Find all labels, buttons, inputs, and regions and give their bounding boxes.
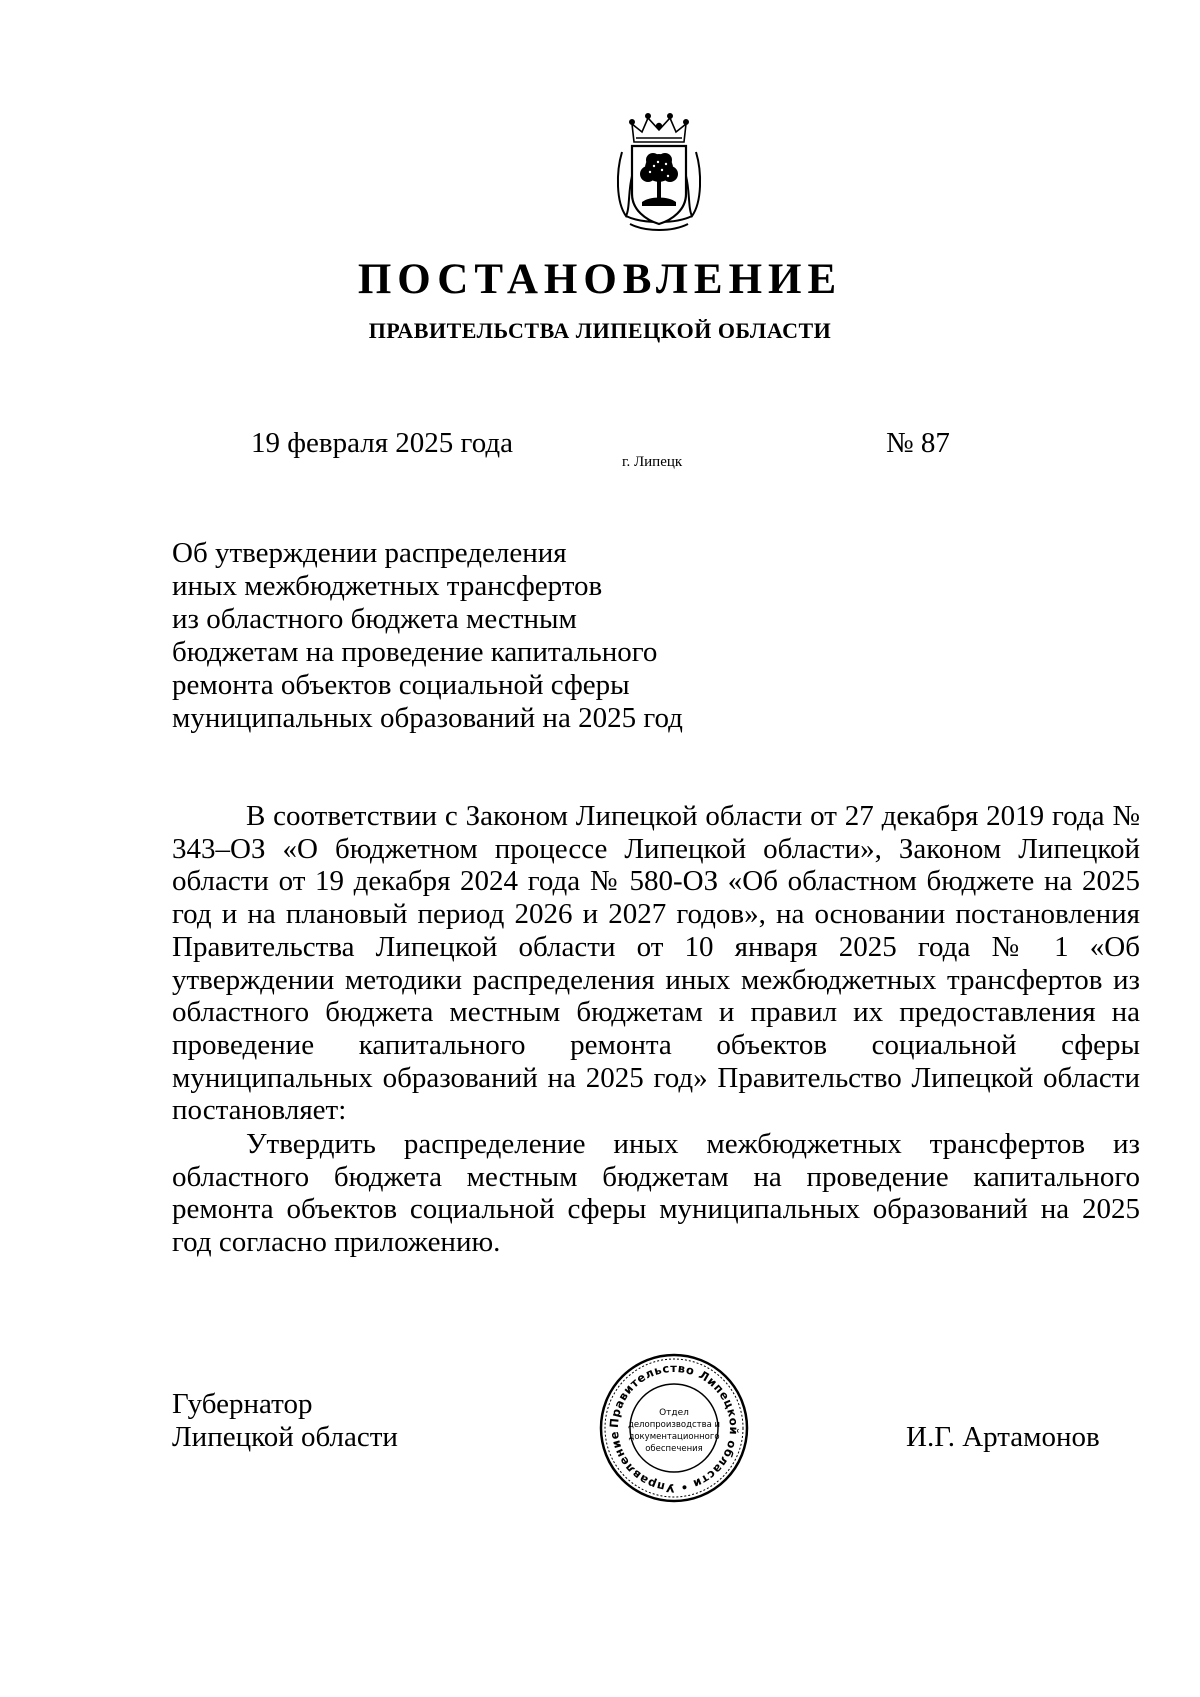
subject-line: муниципальных образований на 2025 год bbox=[172, 702, 683, 734]
seal-inner-line: обеспечения bbox=[645, 1444, 703, 1454]
seal-inner-line: документационного bbox=[628, 1432, 720, 1442]
subject-line: из областного бюджета местным bbox=[172, 603, 577, 635]
seal-inner-line: Отдел bbox=[659, 1408, 689, 1418]
subject-line: ремонта объектов социальной сферы bbox=[172, 669, 630, 701]
document-number: № 87 bbox=[886, 427, 950, 459]
official-seal-icon bbox=[598, 1352, 750, 1504]
signer-position-line: Липецкой области bbox=[172, 1421, 398, 1453]
seal-inner-line: делопроизводства и bbox=[627, 1420, 721, 1430]
document-city: г. Липецк bbox=[622, 454, 683, 470]
body-paragraph-preamble: В соответствии с Законом Липецкой области от 27 декабря 2019 года № 343–ОЗ «О бюджетном процессе Липецкой области», Законом Липецкой области от 19 декабря 2024 года № 580-ОЗ «Об областном бюджете на 2025 год и на плановый период 2026 и 2027 годов», на основании постановления Правительства Липецкой области от 10 января 2025 года № 1 «Об утверждении методики распределения иных межбюджетных трансфертов из областного бюджета местным бюджетам и правил их предоставления на проведение капитального ремонта объектов социальной сферы муниципальных образований на 2025 год» Правительство Липецкой области постановляет: bbox=[172, 800, 1140, 1127]
issuer-title: ПРАВИТЕЛЬСТВА ЛИПЕЦКОЙ ОБЛАСТИ bbox=[368, 318, 832, 343]
document-subject bbox=[172, 537, 732, 735]
signer-position-line: Губернатор bbox=[172, 1388, 313, 1420]
body-paragraph-resolution: Утвердить распределение иных межбюджетных трансфертов из областного бюджета местным бюджетам на проведение капитального ремонта объектов социальной сферы муниципальных образований на 2025 год согласно приложению. bbox=[172, 1128, 1140, 1259]
subject-line: Об утверждении распределения bbox=[172, 537, 567, 569]
signer-name: И.Г. Артамонов bbox=[906, 1421, 1100, 1453]
document-type-title: ПОСТАНОВЛЕНИЕ bbox=[357, 256, 843, 303]
document-date: 19 февраля 2025 года bbox=[251, 427, 514, 459]
subject-line: иных межбюджетных трансфертов bbox=[172, 570, 603, 602]
signer-position bbox=[172, 1388, 398, 1454]
seal-outer-text: Правительство Липецкой области • Управление bbox=[606, 1360, 742, 1496]
coat-of-arms-icon bbox=[612, 112, 706, 236]
subject-line: бюджетам на проведение капитального bbox=[172, 636, 658, 668]
